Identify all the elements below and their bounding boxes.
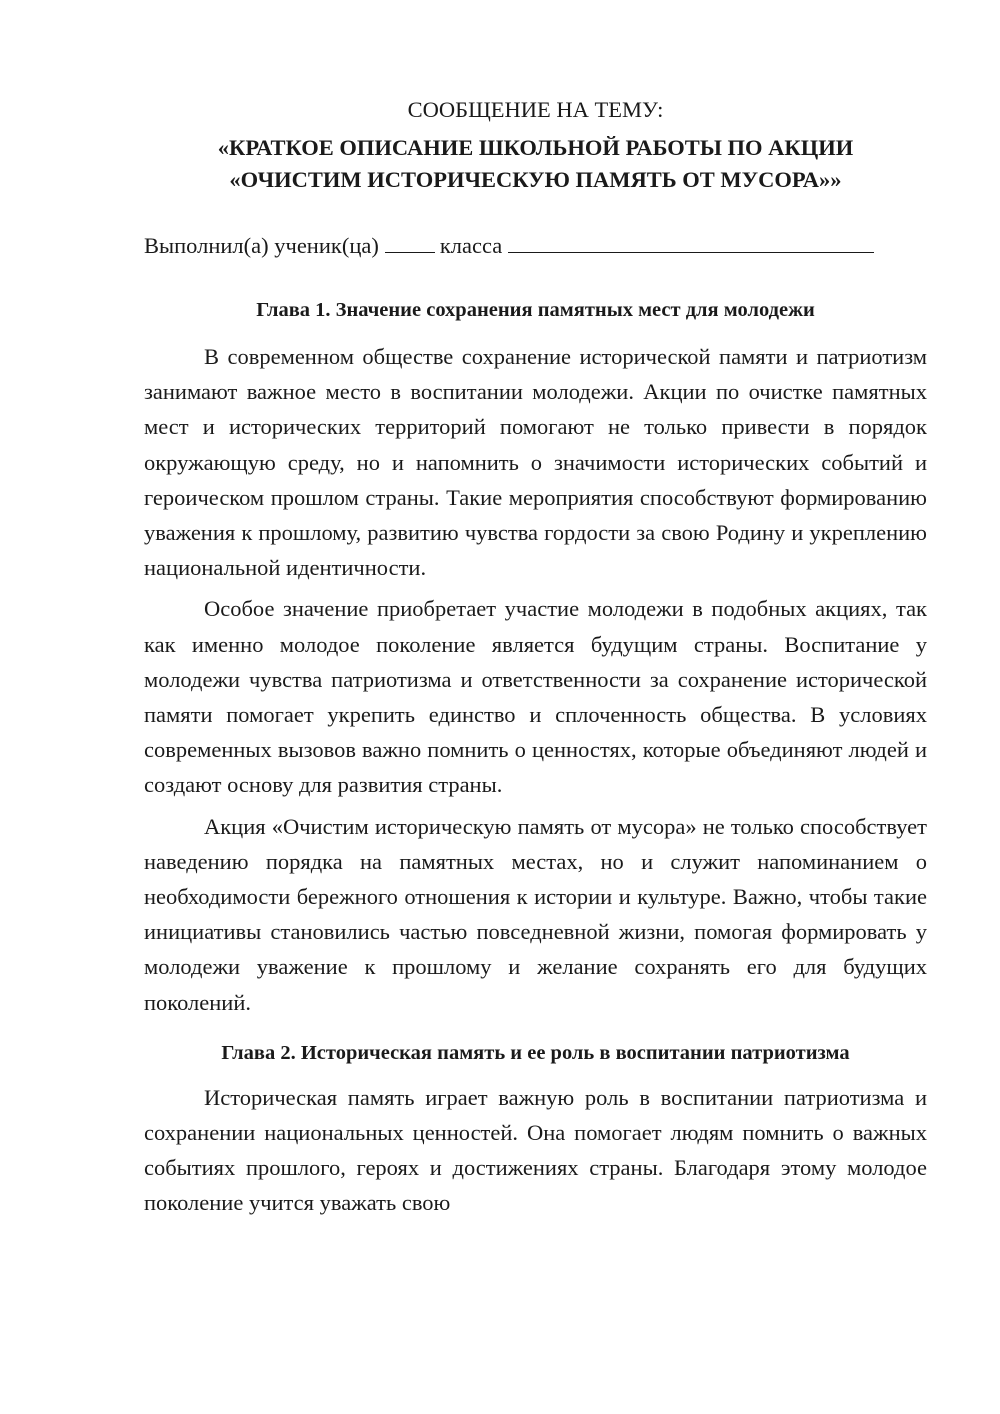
class-number-blank bbox=[385, 230, 435, 253]
author-prefix: Выполнил(а) ученик(ца) bbox=[144, 233, 379, 258]
chapter-1-heading: Глава 1. Значение сохранения памятных мест для молодежи bbox=[256, 299, 815, 321]
class-word: класса bbox=[439, 233, 503, 258]
chapter-2-paragraph-1: Историческая память играет важную роль в воспитании патриотизма и сохранении национальных ценностей. Она помогает людям помнить о важных событиях прошлого, героях и достижениях страны. Благодаря этому молодое поколение учится уважать свою bbox=[144, 1084, 927, 1216]
author-line bbox=[144, 230, 927, 261]
title-line-2: «ОЧИСТИМ ИСТОРИЧЕСКУЮ ПАМЯТЬ ОТ МУСОРА»» bbox=[229, 167, 842, 192]
title-line-1: «КРАТКОЕ ОПИСАНИЕ ШКОЛЬНОЙ РАБОТЫ ПО АКЦИИ bbox=[217, 135, 854, 160]
document-kind: СООБЩЕНИЕ НА ТЕМУ: bbox=[407, 97, 664, 122]
chapter-1-paragraph-2: Особое значение приобретает участие молодежи в подобных акциях, так как именно молодое поколение является будущим страны. Воспитание у молодежи чувства патриотизма и ответственности за сохранение исторической памяти помогает укрепить единство и сплоченность общества. В условиях современных вызовов важно помнить о ценностях, которые объединяют людей и создают основу для развития страны. bbox=[144, 596, 927, 798]
student-name-blank bbox=[508, 230, 874, 253]
document-page bbox=[144, 92, 927, 1227]
chapter-1-paragraph-3: Акция «Очистим историческую память от мусора» не только способствует наведению порядка на памятных местах, но и служит напоминанием о необходимости бережного отношения к истории и культуре. Важно, чтобы такие инициативы становились частью повседневной жизни, помогая формировать у молодежи уважение к прошлому и желание сохранять его для будущих поколений. bbox=[144, 813, 927, 1015]
chapter-1-paragraph-1: В современном обществе сохранение исторической памяти и патриотизм занимают важное место в воспитании молодежи. Акции по очистке памятных мест и исторических территорий помогают не только привести в порядок окружающую среду, но и напомнить о значимости исторических событий и героическом прошлом страны. Такие мероприятия способствуют формированию уважения к прошлому, развитию чувства гордости за свою Родину и укреплению национальной идентичности. bbox=[144, 344, 927, 581]
document-title bbox=[144, 132, 927, 196]
chapter-2-heading: Глава 2. Историческая память и ее роль в воспитании патриотизма bbox=[221, 1041, 850, 1064]
